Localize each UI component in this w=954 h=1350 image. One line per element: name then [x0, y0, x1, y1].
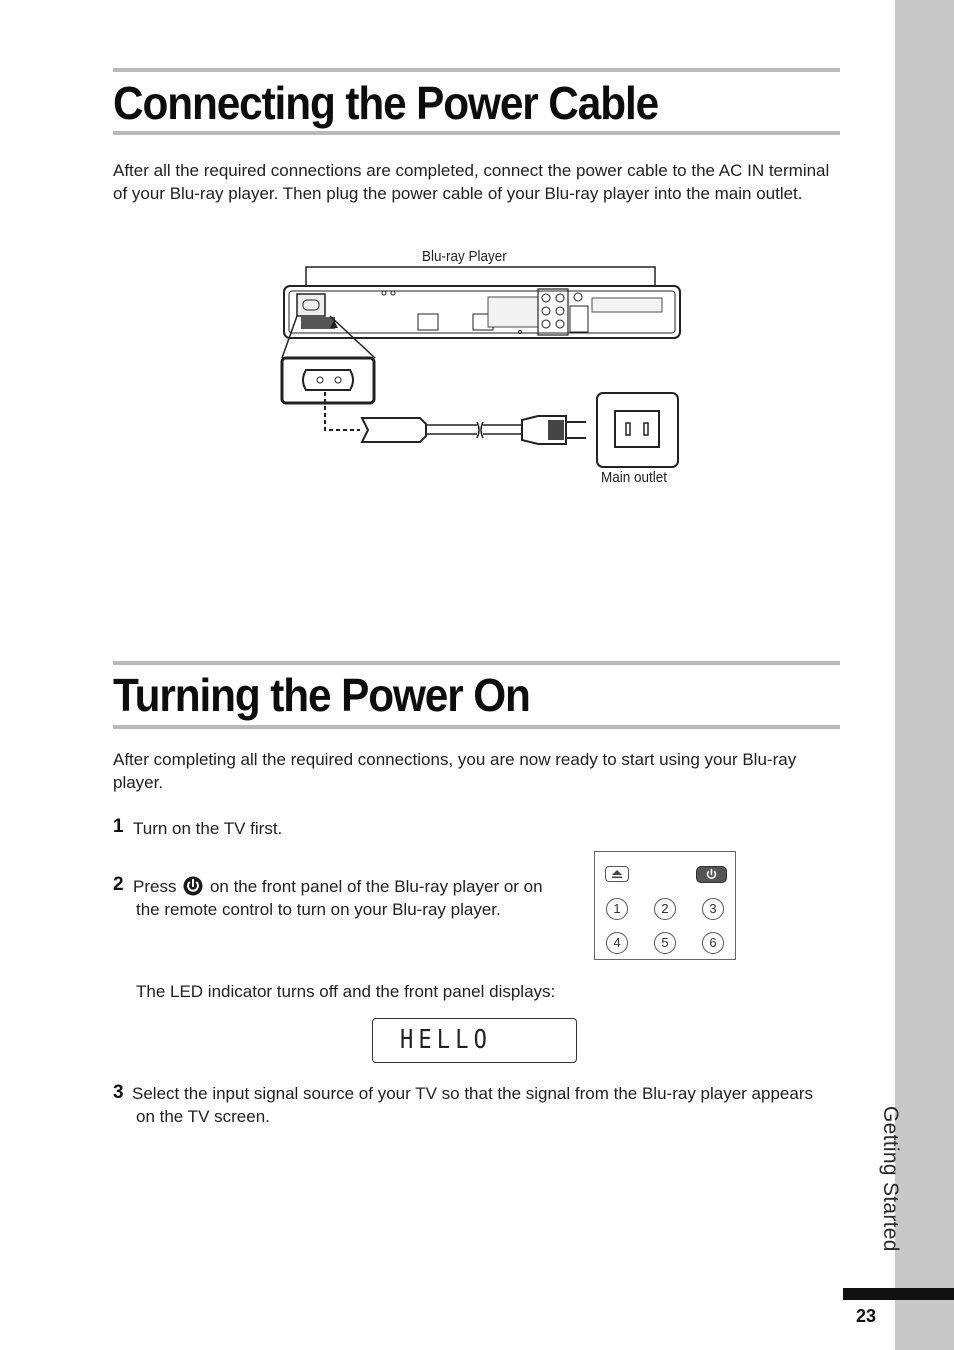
page-number: 23 — [855, 1306, 877, 1326]
wall-outlet — [597, 393, 678, 467]
heading-rule-bottom — [113, 131, 840, 135]
step-text-3-line2: on the TV screen. — [136, 1107, 270, 1126]
step-text-1: Turn on the TV first. — [133, 819, 283, 838]
remote-control-illustration — [594, 851, 736, 960]
heading-rule-bottom-2 — [113, 725, 840, 729]
outlet-label: Main outlet — [601, 469, 668, 486]
step-2-note: The LED indicator turns off and the front panel displays: — [136, 982, 556, 1001]
eject-button — [605, 866, 629, 882]
power-icon — [697, 867, 726, 882]
front-panel-display-text: HELLO — [400, 1025, 493, 1055]
side-tab-label-wrap — [872, 1106, 902, 1276]
remote-key-3: 3 — [702, 898, 724, 920]
eject-icon — [606, 867, 628, 881]
side-tab-label: Getting Started — [879, 1106, 902, 1252]
section-title-power-cable: Connecting the Power Cable — [113, 77, 659, 129]
step-text-2 — [133, 875, 543, 898]
front-panel-display — [372, 1018, 577, 1063]
heading-rule-top — [113, 68, 840, 72]
heading-rule-top-2 — [113, 661, 840, 665]
remote-key-2: 2 — [654, 898, 676, 920]
power-connection-diagram — [270, 262, 690, 474]
step-2-text-after: on the front panel of the Blu-ray player or on — [209, 877, 543, 896]
page-number-bar — [843, 1288, 954, 1300]
intro-paragraph-2: After completing all the required connections, you are now ready to start using your Blu-ray player. — [113, 750, 797, 792]
intro-paragraph: After all the required connections are completed, connect the power cable to the AC IN terminal of your Blu-ray player. Then plug the power cable of your Blu-ray player into the main outlet. — [113, 161, 830, 203]
remote-key-4: 4 — [606, 932, 628, 954]
step-number-1: 1 — [113, 816, 124, 837]
remote-key-1: 1 — [606, 898, 628, 920]
step-number-2: 2 — [113, 874, 124, 895]
section-title-power-on: Turning the Power On — [113, 669, 530, 721]
power-icon — [183, 876, 203, 896]
step-2-text-before: Press — [133, 877, 177, 896]
remote-power-button — [696, 866, 727, 883]
remote-key-6: 6 — [702, 932, 724, 954]
player-label: Blu-ray Player — [422, 248, 507, 265]
bluray-player-rear-panel — [284, 267, 680, 338]
remote-key-5: 5 — [654, 932, 676, 954]
side-tab — [895, 0, 954, 1350]
step-text-3: Select the input signal source of your TV so that the signal from the Blu-ray player appears — [132, 1084, 813, 1103]
step-text-2-line2: the remote control to turn on your Blu-ray player. — [136, 900, 501, 919]
step-number-3: 3 — [113, 1082, 124, 1103]
